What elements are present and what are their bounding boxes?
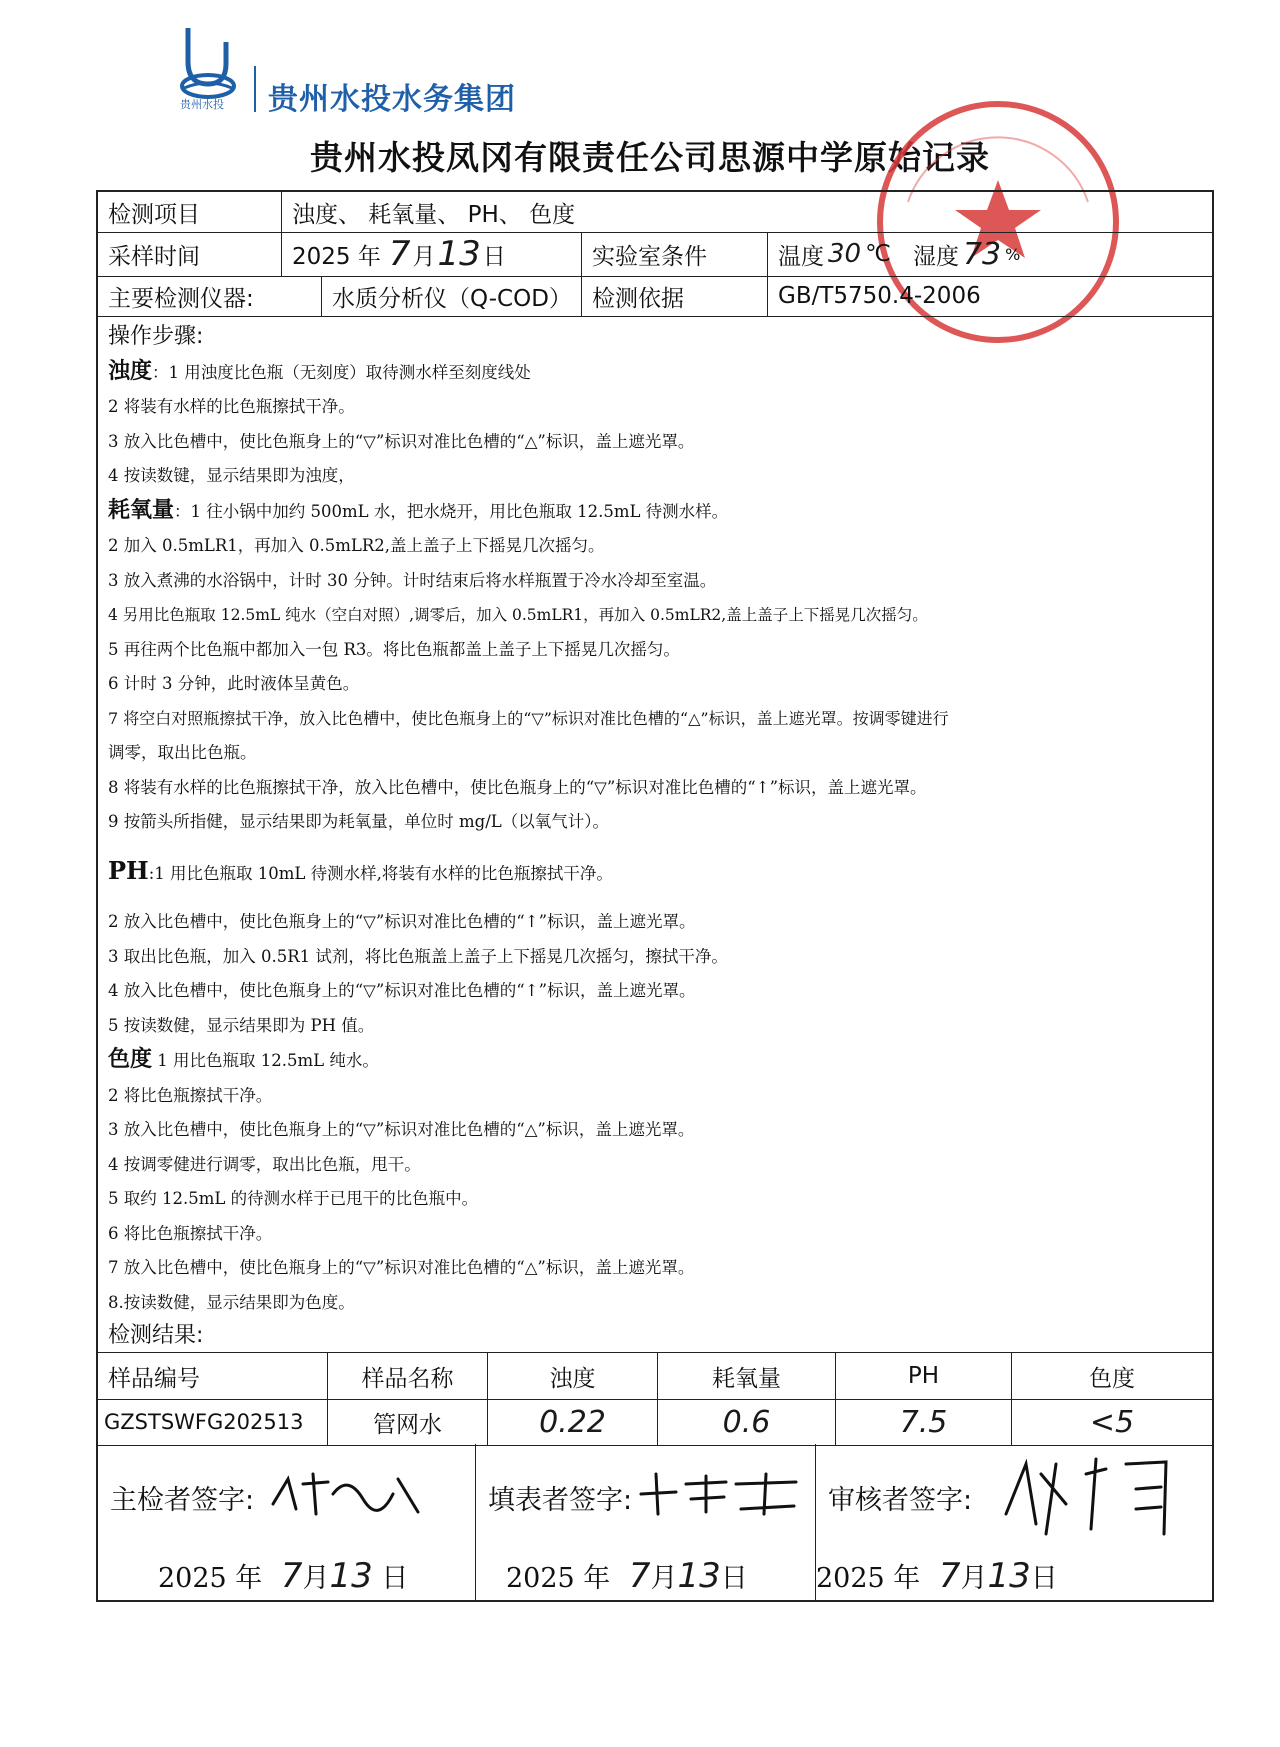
item-value: 浊度、 耗氧量、 PH、 色度 <box>292 201 576 228</box>
inspector-signature-block <box>98 1444 476 1600</box>
humidity-unit: % <box>1005 244 1021 264</box>
humidity-label: 湿度 <box>912 243 959 270</box>
color-step: 6 将比色瓶擦拭干净。 <box>108 1223 273 1243</box>
row-test-items <box>98 192 1212 233</box>
sample-month: 7 <box>388 234 411 274</box>
oxygen-step: 9 按箭头所指健，显示结果即为耗氧量，单位时 mg/L（以氧气计）。 <box>108 812 609 831</box>
turbidity-step-1: 浊度：1 用浊度比色瓶（无刻度）取待测水样至刻度线处 <box>108 358 531 384</box>
inspector-signature-icon <box>268 1464 428 1524</box>
ph-title: PH <box>108 855 149 885</box>
ph-step: 4 放入比色槽中，使比色瓶身上的“▽”标识对准比色槽的“↑”标识，盖上遮光罩。 <box>108 981 696 1000</box>
operating-steps <box>108 320 1208 1320</box>
color-step-1: 色度 1 用比色瓶取 12.5mL 纯水。 <box>108 1047 379 1072</box>
humidity-value: 73 <box>962 236 1002 272</box>
reviewer-signature-block <box>816 1444 1212 1600</box>
col-sample-id: 样品编号 <box>98 1353 328 1399</box>
color-step: 2 将比色瓶擦拭干净。 <box>108 1085 273 1105</box>
instrument-value: 水质分析仪（Q-COD） <box>322 276 582 316</box>
results-header: 检测结果: <box>108 1323 204 1348</box>
inspector-label: 主检者签字: <box>110 1485 255 1516</box>
sample-day-unit: 日 <box>482 243 506 270</box>
basis-value: GB/T5750.4-2006 <box>778 283 981 309</box>
lab-conditions-value <box>768 232 1212 276</box>
color-step: 4 按调零健进行调零，取出比色瓶，甩干。 <box>108 1154 421 1174</box>
filler-label: 填表者签字: <box>488 1485 633 1516</box>
col-sample-name: 样品名称 <box>328 1353 488 1399</box>
col-turbidity: 浊度 <box>488 1353 658 1399</box>
oxygen-step: 调零，取出比色瓶。 <box>108 743 257 762</box>
color-title: 色度 <box>108 1047 153 1072</box>
oxygen-step: 2 加入 0.5mLR1，再加入 0.5mLR2,盖上盖子上下摇晃几次摇匀。 <box>108 536 605 555</box>
inspector-date: 2025 年 7月13 日 <box>158 1556 409 1596</box>
reviewer-signature-icon <box>996 1444 1196 1544</box>
color-step: 5 取约 12.5mL 的待测水样于已甩干的比色瓶中。 <box>108 1189 479 1208</box>
record-sheet <box>96 190 1214 1602</box>
col-ph: PH <box>836 1353 1012 1399</box>
ph-step-1: PH:1 用比色瓶取 10mL 待测水样,将装有水样的比色瓶擦拭干净。 <box>108 855 613 885</box>
spacer <box>108 891 1208 905</box>
filler-signature-icon <box>636 1464 806 1524</box>
oxygen-step: 3 放入煮沸的水浴锅中，计时 30 分钟。计时结束后将水样瓶置于冷水冷却至室温。 <box>108 570 717 590</box>
steps-header: 操作步骤: <box>108 324 204 349</box>
col-oxygen: 耗氧量 <box>658 1353 836 1399</box>
turbidity-step: 3 放入比色槽中，使比色瓶身上的“▽”标识对准比色槽的“△”标识，盖上遮光罩。 <box>108 431 695 451</box>
turbidity-title: 浊度 <box>108 358 153 384</box>
temperature-label: 温度 <box>778 243 824 270</box>
sample-date <box>282 232 582 276</box>
ph-step: 2 放入比色槽中，使比色瓶身上的“▽”标识对准比色槽的“↑”标识，盖上遮光罩。 <box>108 912 696 931</box>
logo-divider <box>254 66 256 112</box>
oxygen-step-1: 耗氧量：1 往小锅中加约 500mL 水，把水烧开，用比色瓶取 12.5mL 待测水样。 <box>108 497 729 523</box>
ph-step: 3 取出比色瓶，加入 0.5R1 试剂，将比色瓶盖上盖子上下摇晃几次摇匀，擦拭干净。 <box>108 946 728 966</box>
results-header-row <box>98 1353 1212 1400</box>
basis-label: 检测依据 <box>582 276 768 316</box>
oxygen-step: 5 再往两个比色瓶中都加入一包 R3。将比色瓶都盖上盖子上下摇晃几次摇匀。 <box>108 639 680 659</box>
page-title: 贵州水投凤冈有限责任公司思源中学原始记录 <box>310 138 990 177</box>
color-step: 3 放入比色槽中，使比色瓶身上的“▽”标识对准比色槽的“△”标识，盖上遮光罩。 <box>108 1120 695 1139</box>
oxygen-step: 7 将空白对照瓶擦拭干净，放入比色槽中，使比色瓶身上的“▽”标识对准比色槽的“△”标识，盖上遮光罩。按调零键进行 <box>108 708 949 728</box>
cell-oxygen: 0.6 <box>658 1399 836 1445</box>
temperature-value: 30 <box>828 239 862 269</box>
results-table <box>98 1352 1212 1446</box>
row-instrument <box>98 276 1212 317</box>
results-data-row <box>98 1399 1212 1445</box>
sample-day: 13 <box>437 234 481 274</box>
sample-month-unit: 月 <box>412 243 436 270</box>
turbidity-step: 4 按读数键，显示结果即为浊度， <box>108 466 355 485</box>
filler-signature-block <box>476 1444 816 1600</box>
lab-conditions-label: 实验室条件 <box>582 232 768 276</box>
reviewer-date: 2025 年 7月13日 <box>816 1556 1058 1596</box>
logo-text: 贵州水投水务集团 <box>268 82 516 117</box>
oxygen-title: 耗氧量 <box>108 497 175 523</box>
cell-turbidity: 0.22 <box>488 1399 658 1445</box>
reviewer-label: 审核者签字: <box>828 1485 973 1516</box>
oxygen-step: 8 将装有水样的比色瓶擦拭干净，放入比色槽中，使比色瓶身上的“▽”标识对准比色槽的“↑”标识，盖上遮光罩。 <box>108 777 927 797</box>
color-step: 7 放入比色槽中，使比色瓶身上的“▽”标识对准比色槽的“△”标识，盖上遮光罩。 <box>108 1258 695 1277</box>
cell-ph: 7.5 <box>836 1399 1012 1445</box>
company-logo <box>168 22 516 117</box>
turbidity-step: 2 将装有水样的比色瓶擦拭干净。 <box>108 397 355 416</box>
temperature-unit: ℃ <box>865 241 891 267</box>
sample-year: 2025 年 <box>292 243 381 270</box>
ph-step: 5 按读数健，显示结果即为 PH 值。 <box>108 1015 375 1035</box>
cell-sample-name: 管网水 <box>328 1399 488 1445</box>
sample-time-label: 采样时间 <box>98 232 282 276</box>
item-label: 检测项目 <box>98 192 282 232</box>
cell-sample-id: GZSTSWFG202513 <box>98 1399 328 1445</box>
instrument-label: 主要检测仪器: <box>98 276 322 316</box>
spacer <box>108 840 1208 854</box>
cell-color: <5 <box>1089 1404 1135 1440</box>
oxygen-step: 6 计时 3 分钟，此时液体呈黄色。 <box>108 674 360 693</box>
oxygen-step: 4 另用比色瓶取 12.5mL 纯水（空白对照）,调零后，加入 0.5mLR1，再加入 0.5mLR2,盖上盖子上下摇晃几次摇匀。 <box>108 606 928 624</box>
filler-date: 2025 年 7月13日 <box>506 1556 748 1596</box>
col-color: 色度 <box>1089 1365 1135 1392</box>
color-step: 8.按读数健，显示结果即为色度。 <box>108 1292 355 1312</box>
logo-subtext: 贵州水投 <box>180 98 224 111</box>
row-sample-time <box>98 232 1212 277</box>
